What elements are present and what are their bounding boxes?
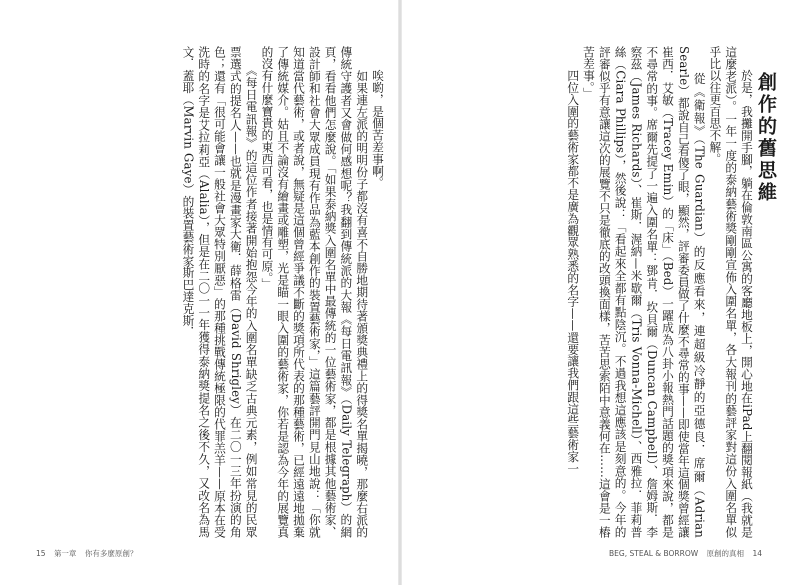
- section-heading: 創作的舊思維: [755, 72, 777, 204]
- left-page-body-text: 唉喲，是個苦差事啊。 如果連左派的明明份子都沒有喜不自勝地期待著頒獎典禮上的得獎名單揭曉，那麼右派的傳統守護者又會做何感想呢？我翻到傳統派的大報《每日電訊報》（Daily Telegraph）的網頁，看看他們怎麼說。「如果泰納獎入圍名單中最傳統的一位藝術家，都是根據其他藝術家、設計師和社會大眾成員現有作品為藍本創作的裝置藝術家，」這篇藝評開門見山地說：「你就知道當代藝術，或者說，無疑是這個曾經爭議不斷的獎項所代表的那種藝術，已經遠遠地拋棄了傳統媒介。姑且不論沒有繪畫或雕塑，光是瞄一眼入圍的藝術家，你若是認為今年的展覽真的沒有什麼寶貴的東西可看，也是情有可原。」 《每日電訊報》的這位作者接著開始抱怨今年的入圍名單缺乏古典元素，例如常見的民眾票選式的提名人——也就是漫畫家大衛．薛格雷（David Shrigley）在二〇一三年扮演的角色；還有「很可能會讓一般社會大眾特別厭惡」的那種挑戰傳統極限的代罪羔羊——原本在受洗時的名字是艾拉莉亞（Alalia），但是在二〇一一年獲得泰納獎提名之後不久，又改名為馬文．蓋耶（Marvin Gaye）的裝置藝術家斯巴達克斯．: [181, 46, 385, 538]
- chapter-title: 你有多麼原創？: [84, 549, 138, 558]
- section-label: 原創的真相: [706, 549, 745, 558]
- right-page-footer: [603, 548, 762, 559]
- chapter-label: 第一章: [53, 549, 77, 558]
- book-title: BEG, STEAL & BORROW: [609, 549, 699, 558]
- left-page-number: 15: [36, 549, 46, 558]
- right-page-body-text: 於是，我攤開手腳，躺在倫敦南區公寓的客廳地板上，開心地在iPad上翻閱報紙（我就是這麼老派）。一年一度的泰納藝術獎剛剛宣佈入圍名單，各大報刊的藝評家對這份入圍名單似乎比以往更百思不解。 從《衛報》（The Guardian）的反應看來，連超級冷靜的亞德良．席爾（Adrian Searle）都說自己看傻了眼，顯然，評審委員做了什麼不尋常的事——即使當年這個獎曾經讓崔西．艾敏（Tracey Emin）的「床」（Bed）一躍成為八卦小報熱門話題的獎項來說，都是不尋常的事。席爾先提了一遍入圍名單：鄧肯．坎貝爾（Duncan Campbell）、詹姆斯．李察茲（James Richards）、崔斯．渥納—米歇爾（Tris Vonna-Michell）、西雅拉．菲莉普絲（Ciara Phillips），然後說：「看起來全都有點陰沉。不過我想這應該是刻意的。今年的評審似乎有意讓這次的展覽不只是徹底的改頭換面樣，苦苦思索陌中意義何在……這會是一樁苦差事。」 四位入圍的藝術家都不是廣為觀眾熟悉的名字——還要讓我們跟這些藝術家一: [566, 46, 754, 538]
- book-gutter: [398, 0, 402, 585]
- right-page-number: 14: [752, 549, 762, 558]
- left-page-footer: [36, 548, 143, 559]
